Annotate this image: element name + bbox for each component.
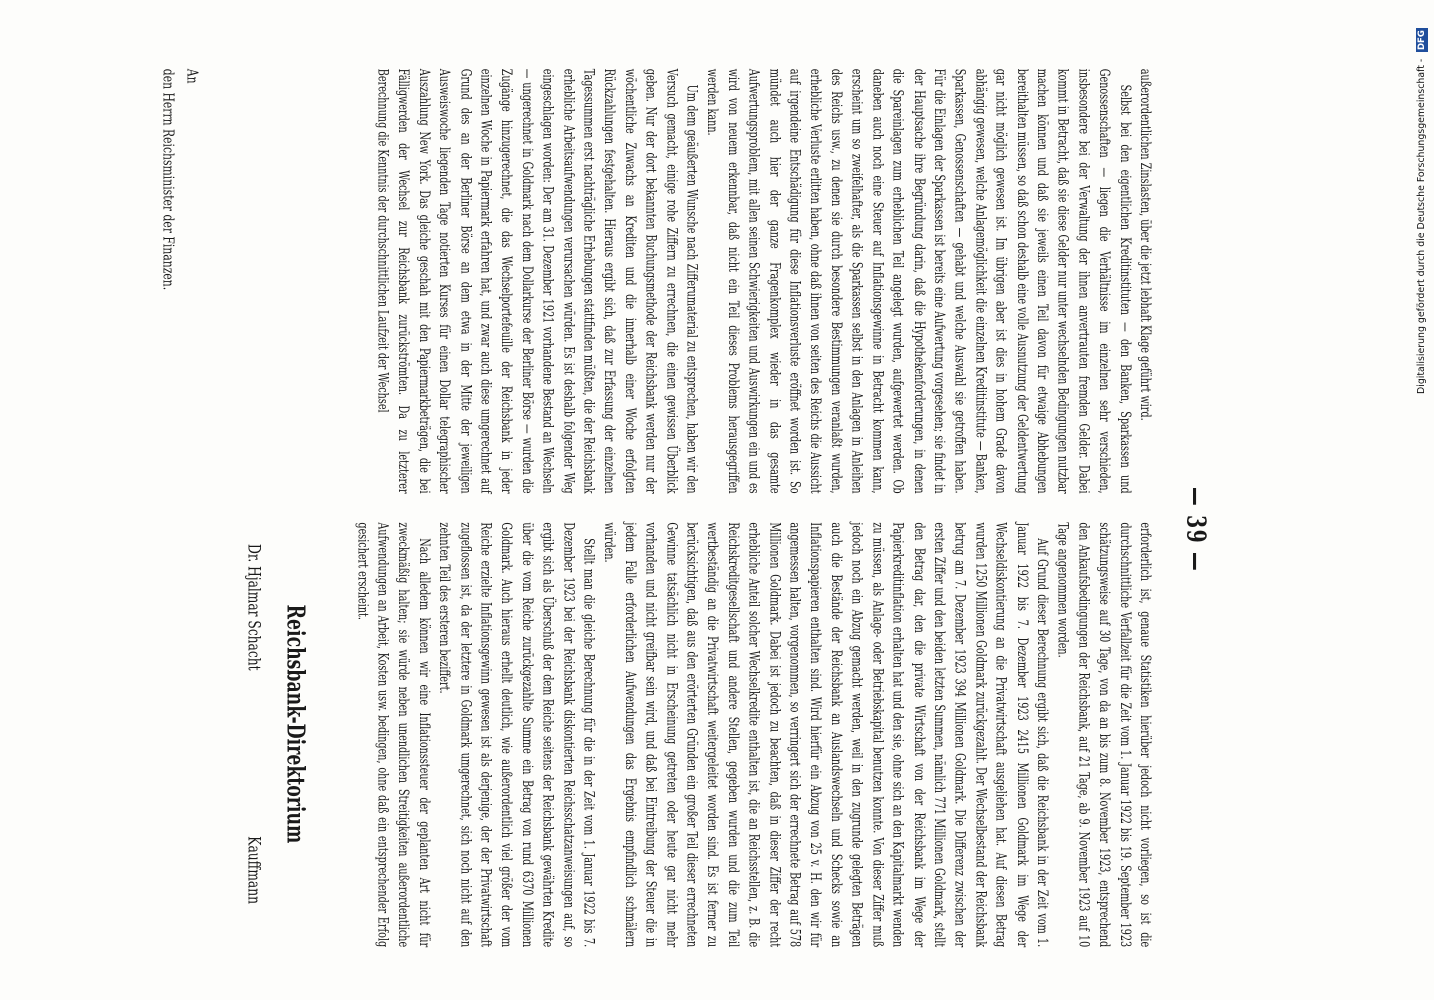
right-paragraph-1: erforderlich ist, genaue Statistiken hierüber jedoch nicht vorliegen, so ist die durchschnittliche Verfallzeit für die Zeit vom 1. Januar 1922 bis 19. September 1923 schätzungsweise auf 30 Tage, von da an bis zum 8. November 1923, entsprechend den Ankaufsbedingungen der Reichsbank, auf 21 Tage, ab 9. November 1923 auf 10 Tage angenommen worden. <box>1054 522 1153 948</box>
left-paragraph-3: Um dem geäußerten Wunsche nach Zifferumaterial zu entsprechen, haben wir den Versuch gemacht, einige rohe Ziffern zu errechnen, die einen gewissen Überblick geben. Nur der dort bekannten Buchungsmethode der Reichsbank werden nur der wöchentliche Zuwachs an Krediten und die innerhalb einer Woche erfolgten Rückzahlungen festgehalten. Hieraus ergibt sich, daß zur Erfassung der einzelnen Tagessummen erst nachträgliche Erhebungen stattfinden müßten, die der Reichsbank erhebliche Arbeitsaufwendungen verursachen würden. Es ist deshalb folgender Weg eingeschlagen worden: Der am 31. Dezember 1921 vorhandene Bestand an Wechseln — ungerechnet in Goldmark nach dem Dollarkurse der Berliner Börse — wurden die Zugänge hinzugerechnet, die das Wechselportefeuille der Reichsbank in jeder einzelnen Woche in Papiermark erfahren hat, und zwar auch diese umgerechnet auf Grund des an der Berliner Börse an dem etwa in der Mitte der jeweiligen Ausweiswoche liegenden Tage notierten Kurses für einen Dollar telegraphischer Auszahlung New York. Das gleiche geschah mit den Papiermarkbeträgen, die bei Fälligwerden der Wechsel zur Reichsbank zurückströmten. Da zu letzterer Berechnung die Kenntnis der durchschnittlichen Laufzeit der Wechsel <box>374 68 699 494</box>
addressee-block <box>156 69 204 472</box>
signature-names <box>243 522 263 925</box>
credit-text: Digitalisierung gefördert durch die Deutsche Forschungsgemeinschaft - <box>1416 58 1427 394</box>
dfg-logo: DFG <box>1417 29 1427 50</box>
addressee-line-1: An <box>183 68 202 84</box>
rotated-document-page <box>104 40 1225 976</box>
right-text-column <box>350 522 1154 947</box>
signatory-2: Kauffmann <box>243 836 264 905</box>
right-paragraph-2: Auf Grund dieser Berechnung ergibt sich, daß die Reichsbank in der Zeit vom 1. Januar 1922 bis 7. Dezember 1923 2415 Millionen Goldmark im Wege der Wechseldiskontierung an die Privatwirtschaft ausgeliehen hat. Auf diesen Betrag wurden 1250 Millionen Goldmark zurückgezahlt. Der Wechselbestand der Reichsbank betrug am 7. Dezember 1923 394 Millionen Goldmark. Die Differenz zwischen der ersten Ziffer und den beiden letzten Summen, nämlich 771 Millionen Goldmark, stellt den Betrag dar, den die private Wirtschaft von der Reichsbank im Wege der Papierkreditinflation erhalten hat und den sie, ohne sich an den Kapitalmarkt wenden zu müssen, als Anlage- oder Betriebskapital benutzen konnte. Von dieser Ziffer muß jedoch noch ein Abzug gemacht werden, weil in den zugrunde gelegten Beträgen auch die Bestände der Reichsbank an Auslandswechseln und Schecks sowie an Inflationspapieren enthalten sind. Wird hierfür ein Abzug von 25 v. H. den wir für angemessen halten, vorgenommen, so verringert sich der errechnete Betrag auf 578 Millionen Goldmark. Dabei ist jedoch zu beachten, daß in dieser Ziffer der recht erhebliche Anteil solcher Wechselkredite enthalten ist, die an Reichsstellen, z. B. die Reichskreditgesellschaft und andere Stellen, gegeben wurden und die zum Teil wertbeständig an die Privatwirtschaft weitergeleitet worden sind. Es ist ferner zu berücksichtigen, daß aus den erörterten Gründen ein großer Teil dieser errechneten Gewinne tatsächlich nicht in Erscheinung getreten oder heute gar nicht mehr vorhanden und nicht greifbar sein wird, und daß bei Eintreibung der Steuer die in jedem Falle erforderlichen Aufwendungen das Ergebnis empfindlich schmälern würden. <box>601 522 1050 948</box>
left-paragraph-1: außerordentlichen Zinslasten, über die jetzt lebhaft Klage geführt wird. <box>1137 68 1153 421</box>
signature-title: Reichsbank-Direktorium <box>281 604 311 844</box>
left-paragraph-2: Selbst bei den eigentlichen Kreditinstituten — den Banken, Sparkassen und Genossenschaften — liegen die Verhältnisse im einzelnen sehr verschieden, insbesondere bei der Verwaltung der ihnen anvertrauten fremden Gelder. Dabei kommt in Betracht, daß sie diese Gelder nur unter wechselnden Bedingungen nutzbar machen können und daß sie jeweils einen Teil davon für etwaige Abhebungen bereithalten müssen, so daß schon deshalb eine volle Ausnutzung der Geldentwertung gar nicht möglich gewesen ist. Im übrigen aber ist dies in hohem Grade davon abhängig gewesen, welche Anlagemöglichkeit die einzelnen Kreditinstitute — Banken, Sparkassen, Genossenschaften — gehabt und welche Auswahl sie getroffen haben. Für die Einlagen der Sparkassen ist bereits eine Aufwertung vorgesehen; sie findet in der Hauptsache ihre Begründung darin, daß die Hypothekenforderungen, in denen die Spareinlagen zum erheblichen Teil angelegt wurden, aufgewertet werden. Ob daneben auch noch eine Steuer auf Inflationsgewinne in Betracht kommen kann, erscheint um so zweifelhafter, als die Sparkassen selbst in den Anlagen in Anleihen des Reichs usw., zu denen sie durch besondere Bestimmungen veranlaßt wurden, erhebliche Verluste erlitten haben, ohne daß ihnen von seiten des Reichs die Aussicht auf irgendeine Entschädigung für diese Inflationsverluste eröffnet worden ist. So mündet auch hier der ganze Fragenkomplex wieder in das gesamte Aufwertungsproblem, mit allen seinen Schwierigkeiten und Auswirkungen ein und es wird von neuem erkennbar, daß nicht ein Teil dieses Problems herausgegriffen werden kann. <box>704 68 1132 494</box>
page-number: — 39 — <box>1180 487 1211 573</box>
right-paragraph-4: Nach alledem können wir eine Inflationssteuer der geplanten Art nicht für zweckmäßig halten; sie würde neben unendlichen Streitigkeiten außerordentliche Aufwendungen an Arbeit, Kosten usw. bedingen, ohne daß ein entsprechender Erfolg gesichert erscheint. <box>353 522 431 948</box>
right-paragraph-3: Stellt man die gleiche Berechnung für die in der Zeit vom 1. Januar 1922 bis 7. Dezember 1923 bei der Reichsbank diskontierten Reichsschatzanweisungen auf, so ergibt sich als Überschuß der dem Reiche seitens der Reichsbank gewährten Kredite über die vom Reiche zurückgezahlte Summe ein Betrag von rund 6370 Millionen Goldmark. Auch hieraus erhellt deutlich, wie außerordentlich viel größer der vom Reiche erzielte Inflationsgewinn gewesen ist als derjenige, der der Privatwirtschaft zugeflossen ist, da der letztere in Goldmark umgerechnet, sich noch nicht auf den zehnten Teil des ersteren beziffert. <box>436 522 596 948</box>
signatory-1: Dr. Hjalmar Schacht <box>243 544 264 671</box>
left-text-column <box>371 69 1154 494</box>
digitization-credit <box>1416 8 1430 394</box>
addressee-line-2: den Herrn Reichsminister der Finanzen. <box>159 68 178 291</box>
